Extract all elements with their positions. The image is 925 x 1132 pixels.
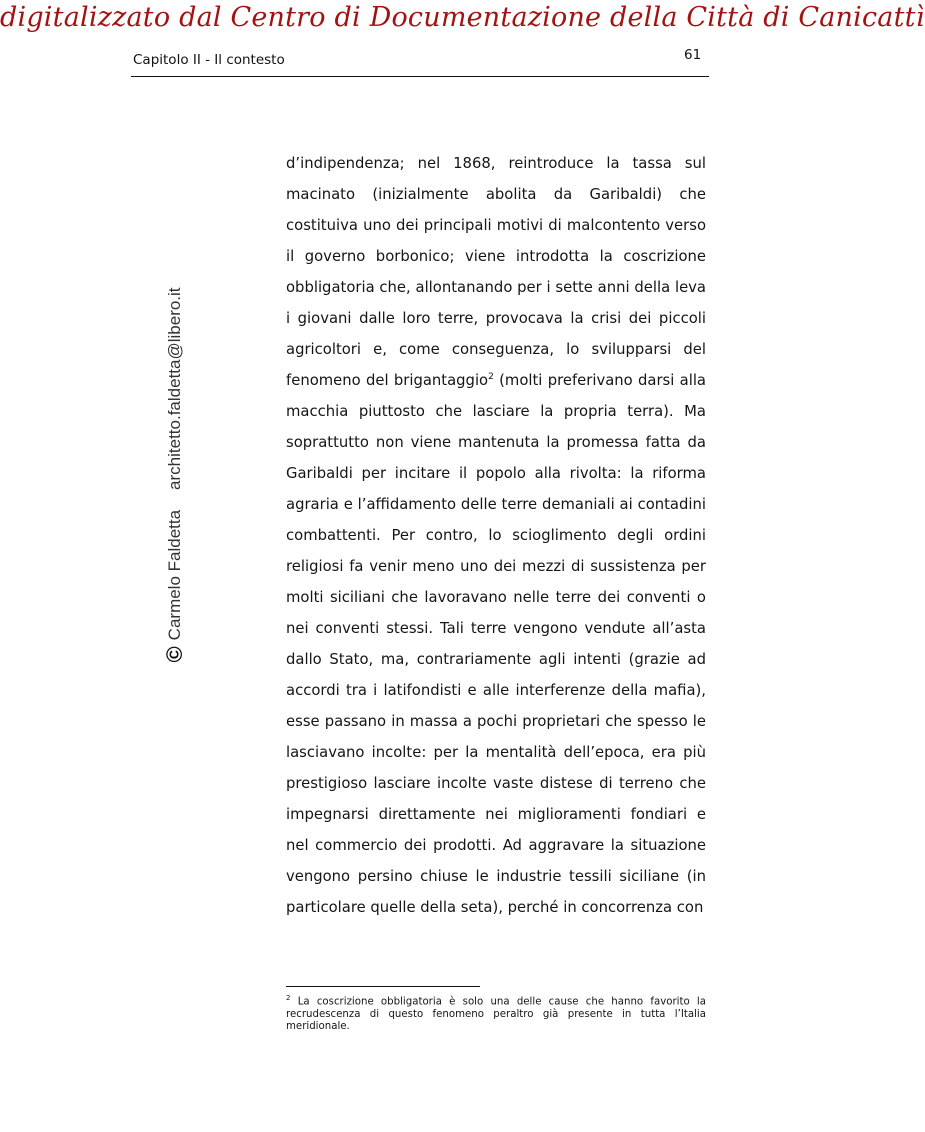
body-text-before-note: d’indipendenza; nel 1868, reintroduce la tassa sul macinato (inizialmente abolita da Garibaldi) che costituiva uno dei principali motivi di malcontento verso il governo borbonico; viene introdotta la coscrizione obbligatoria che, allontanando per i sette anni della leva i giovani dalle loro terre, provocava la crisi dei piccoli agricoltori e, come conseguenza, lo svilupparsi del fenomeno del brigantaggio <box>286 155 706 389</box>
footnote <box>286 992 706 1034</box>
body-text-after-note: (molti preferivano darsi alla macchia piuttosto che lasciare la propria terra). Ma soprattutto non viene mantenuta la promessa fatta da Garibaldi per incitare il popolo alla rivolta: la riforma agraria e l’affidamento delle terre demaniali ai contadini combattenti. Per contro, lo scioglimento degli ordini religiosi fa venir meno uno dei mezzi di sussistenza per molti siciliani che lavoravano nelle terre dei conventi o nei conventi stessi. Tali terre vengono vendute all’asta dallo Stato, ma, contrariamente agli intenti (grazie ad accordi tra i latifondisti e alle interferenze della mafia), esse passano in massa a pochi proprietari che spesso le lasciavano incolte: per la mentalità dell’epoca, era più prestigioso lasciare incolte vaste distese di terreno che impegnarsi direttamente nei miglioramenti fondiari e nel commercio dei prodotti. Ad aggravare la situazione vengono persino chiuse le industrie tessili siciliane (in particolare quelle della seta), perché in concorrenza con <box>286 372 706 916</box>
credit-email: architetto.faldetta@libero.it <box>165 287 184 490</box>
copyright-icon: © <box>162 646 187 663</box>
credit-author: Carmelo Faldetta <box>165 509 184 641</box>
footnote-rule <box>286 986 480 987</box>
running-head: Capitolo II - Il contesto <box>133 52 285 68</box>
footnote-number: 2 <box>286 994 291 1002</box>
footnote-reference: 2 <box>488 372 494 383</box>
digitization-banner: digitalizzato dal Centro di Documentazione della Città di Canicattì <box>0 2 925 33</box>
header-rule <box>131 76 709 77</box>
side-credit <box>164 287 186 662</box>
body-paragraph <box>286 148 706 923</box>
body-text <box>286 148 706 923</box>
footnote-text: La coscrizione obbligatoria è solo una delle cause che hanno favorito la recrudescenza di questo fenomeno peraltro già presente in tutta l’Italia meridionale. <box>286 996 706 1033</box>
page-number: 61 <box>684 47 702 63</box>
